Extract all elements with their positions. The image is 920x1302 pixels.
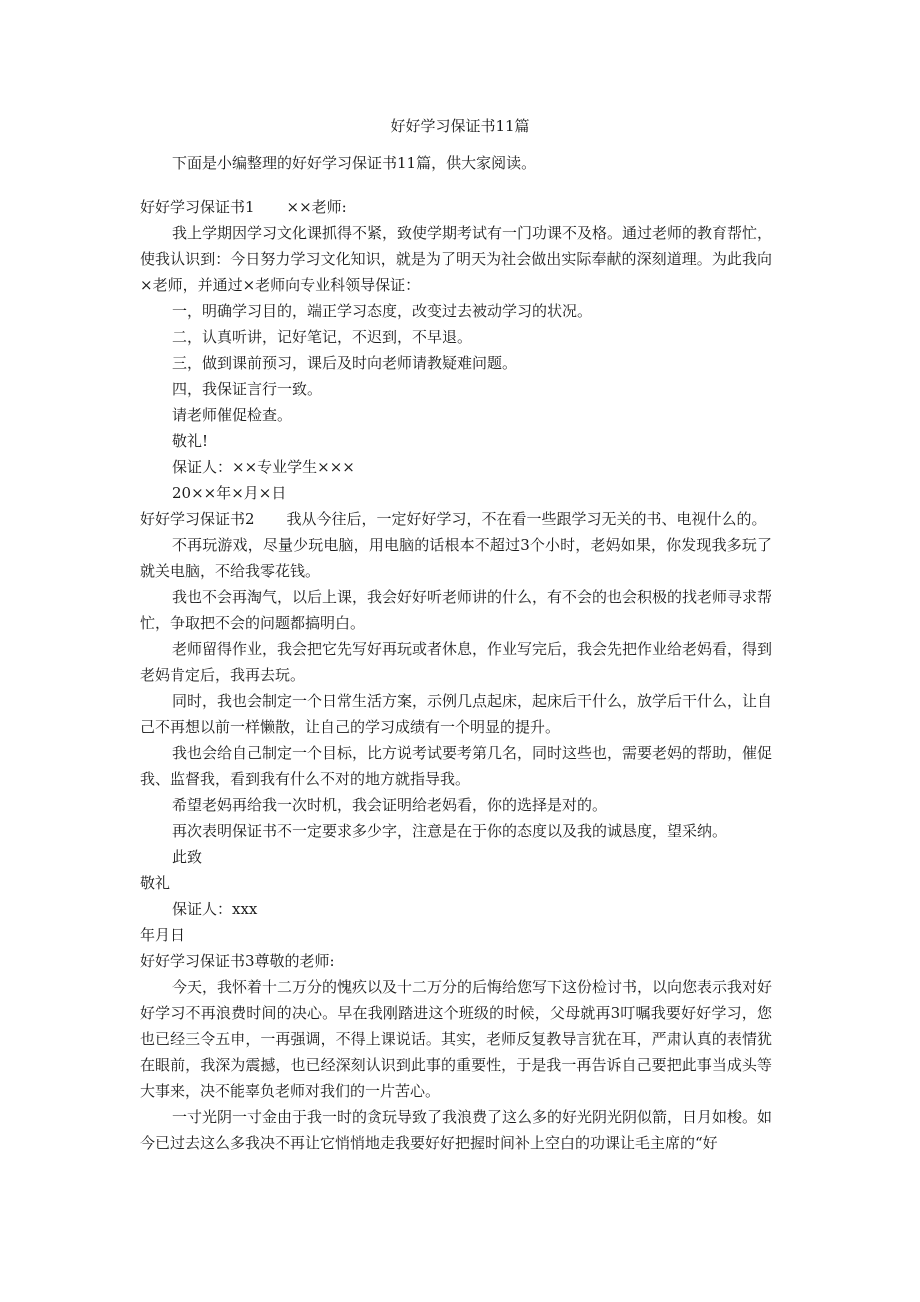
document-body bbox=[140, 150, 772, 1156]
section-3-salutation: 尊敬的老师: bbox=[254, 952, 335, 970]
section-1-closing: 敬礼! bbox=[172, 432, 209, 450]
section-1-heading bbox=[140, 194, 772, 220]
section-3-paragraph: 一寸光阴一寸金由于我一时的贪玩导致了我浪费了这么多的好光阴光阴似箭，日月如梭。如今已过去这么多我决不再让它悄悄地走我要好好把握时间补上空白的功课让毛主席的“好 bbox=[140, 1108, 773, 1152]
section-3-paragraph: 今天，我怀着十二万分的愧疚以及十二万分的后悔给您写下这份检讨书，以向您表示我对好好学习不再浪费时间的决心。早在我刚踏进这个班级的时候，父母就再3叮嘱我要好好学习，您也已经三令五申，一再强调，不得上课说话。其实，老师反复教导言犹在耳，严肃认真的表情犹在眼前，我深为震撼，也已经深刻认识到此事的重要性，于是我一再告诉自己要把此事当成头等大事来，决不能辜负老师对我们的一片苦心。 bbox=[140, 978, 773, 1100]
section-1-paragraph: 三，做到课前预习，课后及时向老师请教疑难问题。 bbox=[172, 354, 518, 372]
section-2-signer: 保证人：xxx bbox=[172, 900, 258, 918]
section-1-salutation: ××老师: bbox=[286, 198, 347, 216]
section-1-paragraph: 四，我保证言行一致。 bbox=[172, 380, 323, 398]
intro-paragraph: 下面是小编整理的好好学习保证书11篇，供大家阅读。 bbox=[172, 154, 537, 172]
section-2-paragraph: 我也不会再淘气，以后上课，我会好好听老师讲的什么，有不会的也会积极的找老师寻求帮忙，争取把不会的问题都搞明白。 bbox=[140, 588, 773, 632]
section-3-label: 好好学习保证书3 bbox=[140, 952, 255, 970]
section-1-paragraph: 我上学期因学习文化课抓得不紧，致使学期考试有一门功课不及格。通过老师的教育帮忙，使我认识到：今日努力学习文化知识，就是为了明天为社会做出实际奉献的深刻道理。为此我向×老师，并通过×老师向专业科领导保证： bbox=[140, 224, 773, 294]
section-2-closing: 敬礼 bbox=[140, 874, 171, 892]
section-1-signer: 保证人：××专业学生××× bbox=[172, 458, 355, 476]
section-2-paragraph: 我也会给自己制定一个目标，比方说考试要考第几名，同时这些也，需要老妈的帮助，催促我、监督我，看到我有什么不对的地方就指导我。 bbox=[140, 744, 773, 788]
section-2-heading bbox=[140, 506, 772, 532]
section-3-heading bbox=[140, 948, 772, 974]
section-2-paragraph: 同时，我也会制定一个日常生活方案，示例几点起床，起床后干什么，放学后干什么，让自己不再想以前一样懒散，让自己的学习成绩有一个明显的提升。 bbox=[140, 692, 773, 736]
section-1-date: 20××年×月×日 bbox=[172, 484, 287, 502]
section-2-label: 好好学习保证书2 bbox=[140, 510, 255, 528]
section-2-paragraph: 不再玩游戏，尽量少玩电脑，用电脑的话根本不超过3个小时，老妈如果，你发现我多玩了就关电脑，不给我零花钱。 bbox=[140, 536, 772, 580]
section-2-first-line: 我从今往后，一定好好学习，不在看一些跟学习无关的书、电视什么的。 bbox=[286, 510, 767, 528]
section-2-paragraph: 老师留得作业，我会把它先写好再玩或者休息，作业写完后，我会先把作业给老妈看，得到老妈肯定后，我再去玩。 bbox=[140, 640, 773, 684]
section-1-paragraph: 一，明确学习目的，端正学习态度，改变过去被动学习的状况。 bbox=[172, 302, 593, 320]
document-title: 好好学习保证书11篇 bbox=[390, 117, 530, 135]
section-1-paragraph: 请老师催促检查。 bbox=[172, 406, 293, 424]
section-1-paragraph: 二，认真听讲，记好笔记，不迟到，不早退。 bbox=[172, 328, 473, 346]
section-2-paragraph: 希望老妈再给我一次时机，我会证明给老妈看，你的选择是对的。 bbox=[172, 796, 608, 814]
section-2-date: 年月日 bbox=[140, 926, 186, 944]
section-1-label: 好好学习保证书1 bbox=[140, 198, 255, 216]
section-2-closing: 此致 bbox=[172, 848, 203, 866]
section-2-paragraph: 再次表明保证书不一定要求多少字，注意是在于你的态度以及我的诚恳度，望采纳。 bbox=[172, 822, 728, 840]
